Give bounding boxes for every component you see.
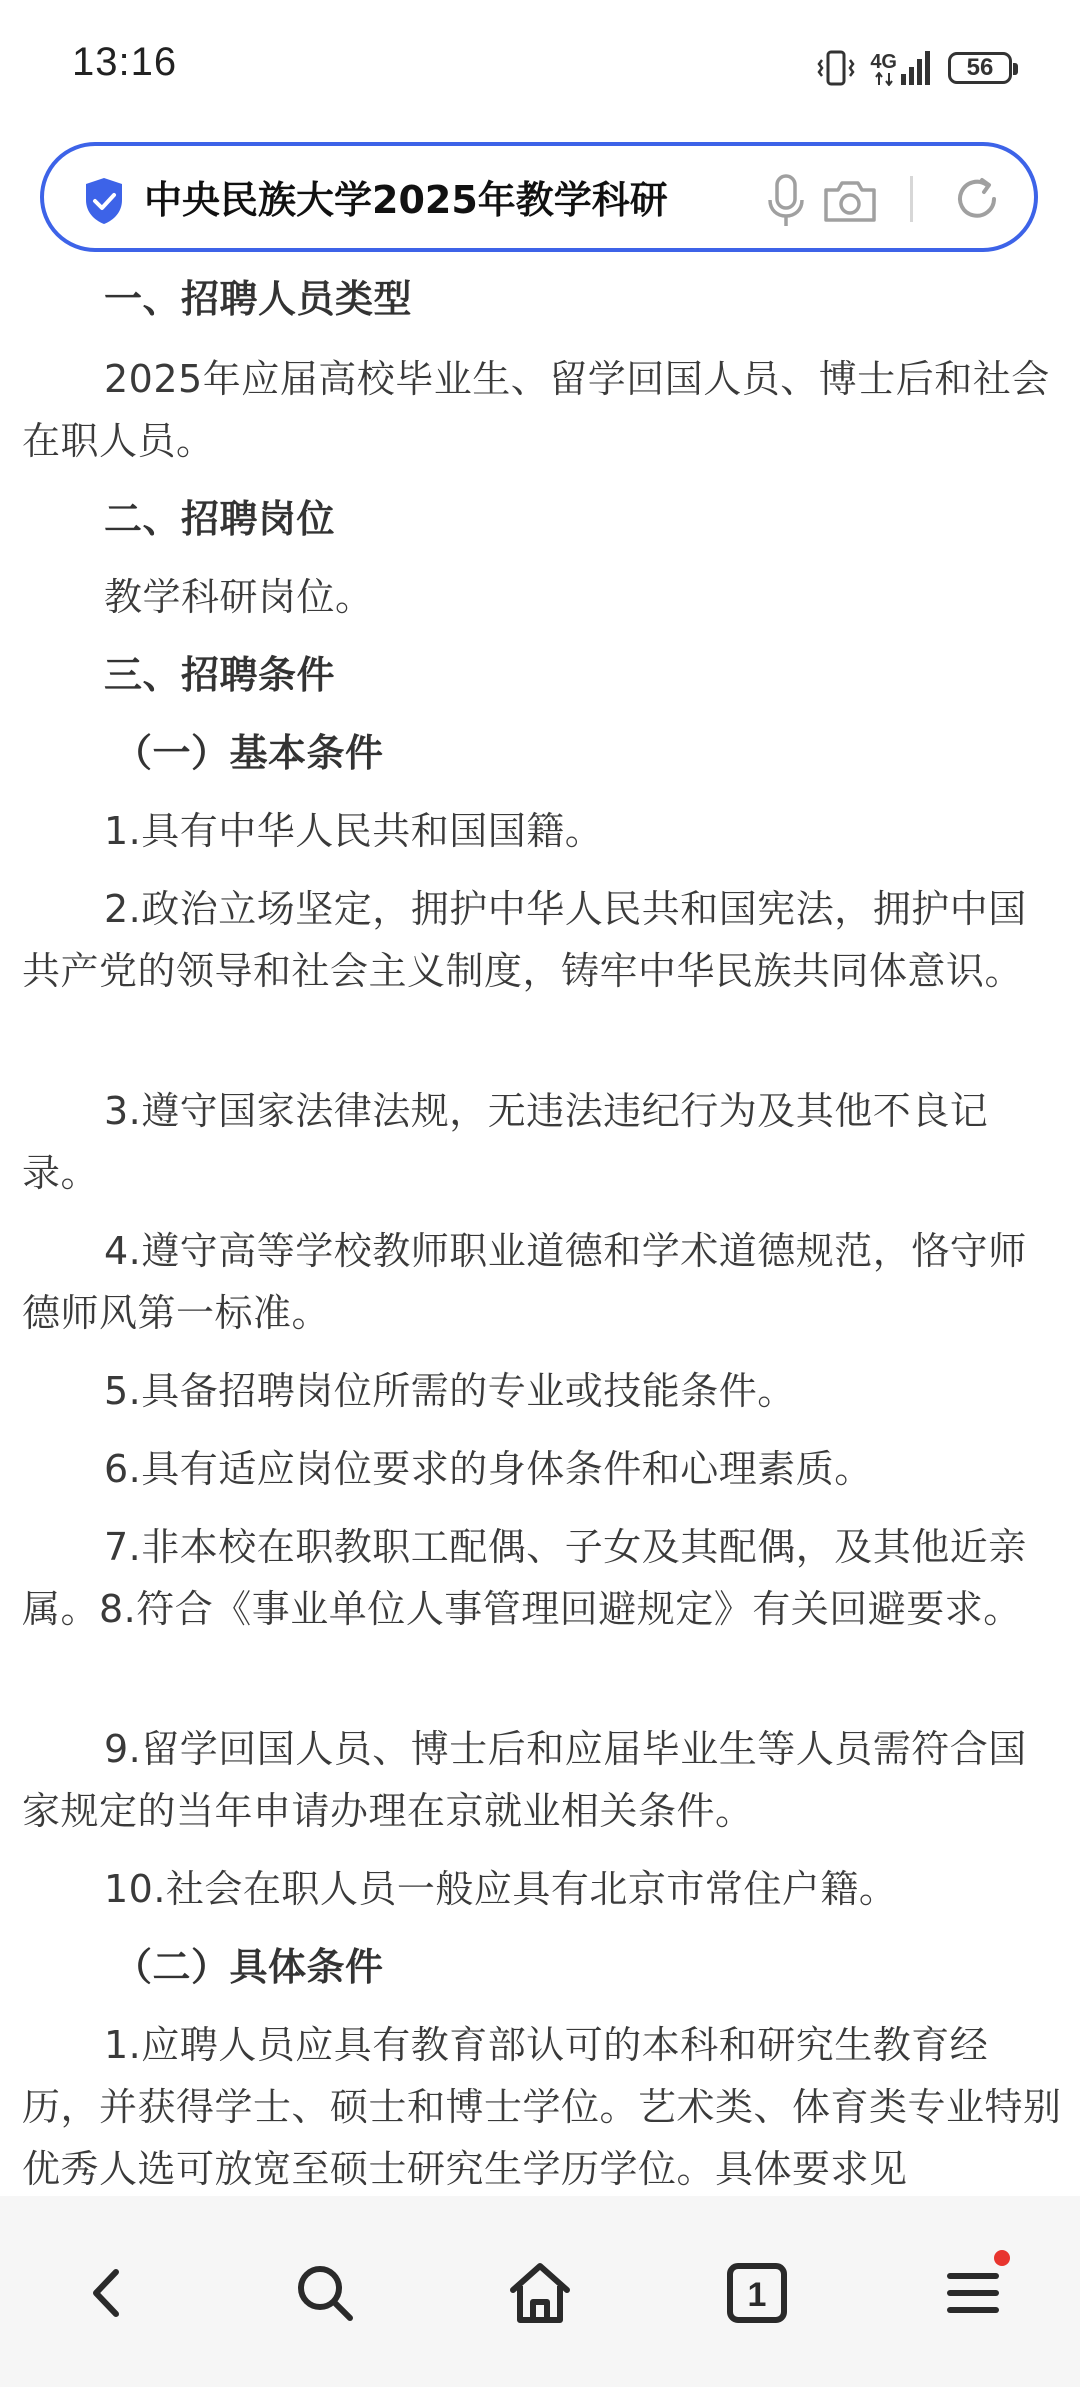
notification-dot <box>994 2250 1010 2266</box>
back-arrow-icon <box>72 2258 142 2328</box>
camera-icon[interactable] <box>822 176 878 224</box>
search-input[interactable]: 中央民族大学2025年教学科研 <box>144 178 668 222</box>
article-paragraph: 7.非本校在职教职工配偶、子女及其配偶，及其他近亲属。8.符合《事业单位人事管理回避规定》有关回避要求。 <box>22 1525 1027 1631</box>
signal-bars-icon <box>900 50 934 86</box>
status-time: 13:16 <box>72 40 178 84</box>
article-paragraph: 2025年应届高校毕业生、留学回国人员、博士后和社会在职人员。 <box>22 357 1050 463</box>
vibrate-icon <box>816 49 856 87</box>
subsection-heading: （一）基本条件 <box>114 731 384 775</box>
tabs-icon <box>722 2258 792 2328</box>
menu-icon <box>938 2258 1008 2328</box>
home-icon <box>505 2258 575 2328</box>
menu-button[interactable] <box>938 2258 1008 2328</box>
section-heading: 二、招聘岗位 <box>104 497 336 541</box>
back-button[interactable] <box>72 2258 142 2328</box>
battery-indicator: 56 <box>948 52 1012 84</box>
article-paragraph: 9.留学回国人员、博士后和应届毕业生等人员需符合国家规定的当年申请办理在京就业相关条件。 <box>22 1727 1027 1833</box>
subsection-heading: （二）具体条件 <box>114 1945 384 1989</box>
search-button[interactable] <box>290 2258 360 2328</box>
tab-count: 1 <box>747 2276 767 2314</box>
network-type: 4G <box>870 51 897 73</box>
home-button[interactable] <box>505 2258 575 2328</box>
article-paragraph: 2.政治立场坚定，拥护中华人民共和国宪法，拥护中国共产党的领导和社会主义制度，铸牢中华民族共同体意识。 <box>22 887 1027 993</box>
article-paragraph: 3.遵守国家法律法规，无违法违纪行为及其他不良记录。 <box>22 1089 989 1195</box>
article-paragraph: 4.遵守高等学校教师职业道德和学术道德规范，恪守师德师风第一标准。 <box>22 1229 1027 1335</box>
section-heading: 一、招聘人员类型 <box>104 277 413 321</box>
article-paragraph: 6.具有适应岗位要求的身体条件和心理素质。 <box>104 1447 873 1491</box>
status-bar <box>0 0 1080 136</box>
tabs-button[interactable] <box>722 2258 792 2328</box>
article-paragraph: 5.具备招聘岗位所需的专业或技能条件。 <box>104 1369 796 1413</box>
signal-indicator <box>870 50 934 86</box>
search-bar[interactable] <box>40 142 1038 252</box>
shield-check-icon <box>82 176 126 226</box>
microphone-icon[interactable] <box>766 174 806 228</box>
bottom-nav <box>0 2196 1080 2387</box>
article-paragraph: 10.社会在职人员一般应具有北京市常住户籍。 <box>104 1867 898 1911</box>
data-arrows-icon <box>874 72 894 86</box>
status-icons <box>816 48 1012 88</box>
section-heading: 三、招聘条件 <box>104 653 336 697</box>
search-icon <box>290 2258 360 2328</box>
search-divider <box>910 176 913 222</box>
article-paragraph: 1.应聘人员应具有教育部认可的本科和研究生教育经历，并获得学士、硕士和博士学位。艺术类、体育类专业特别优秀人选可放宽至硕士研究生学历学位。具体要求见 <box>22 2023 1062 2191</box>
article-paragraph: 教学科研岗位。 <box>104 575 374 619</box>
article-paragraph: 1.具有中华人民共和国国籍。 <box>104 809 604 853</box>
refresh-icon[interactable] <box>952 174 1002 224</box>
